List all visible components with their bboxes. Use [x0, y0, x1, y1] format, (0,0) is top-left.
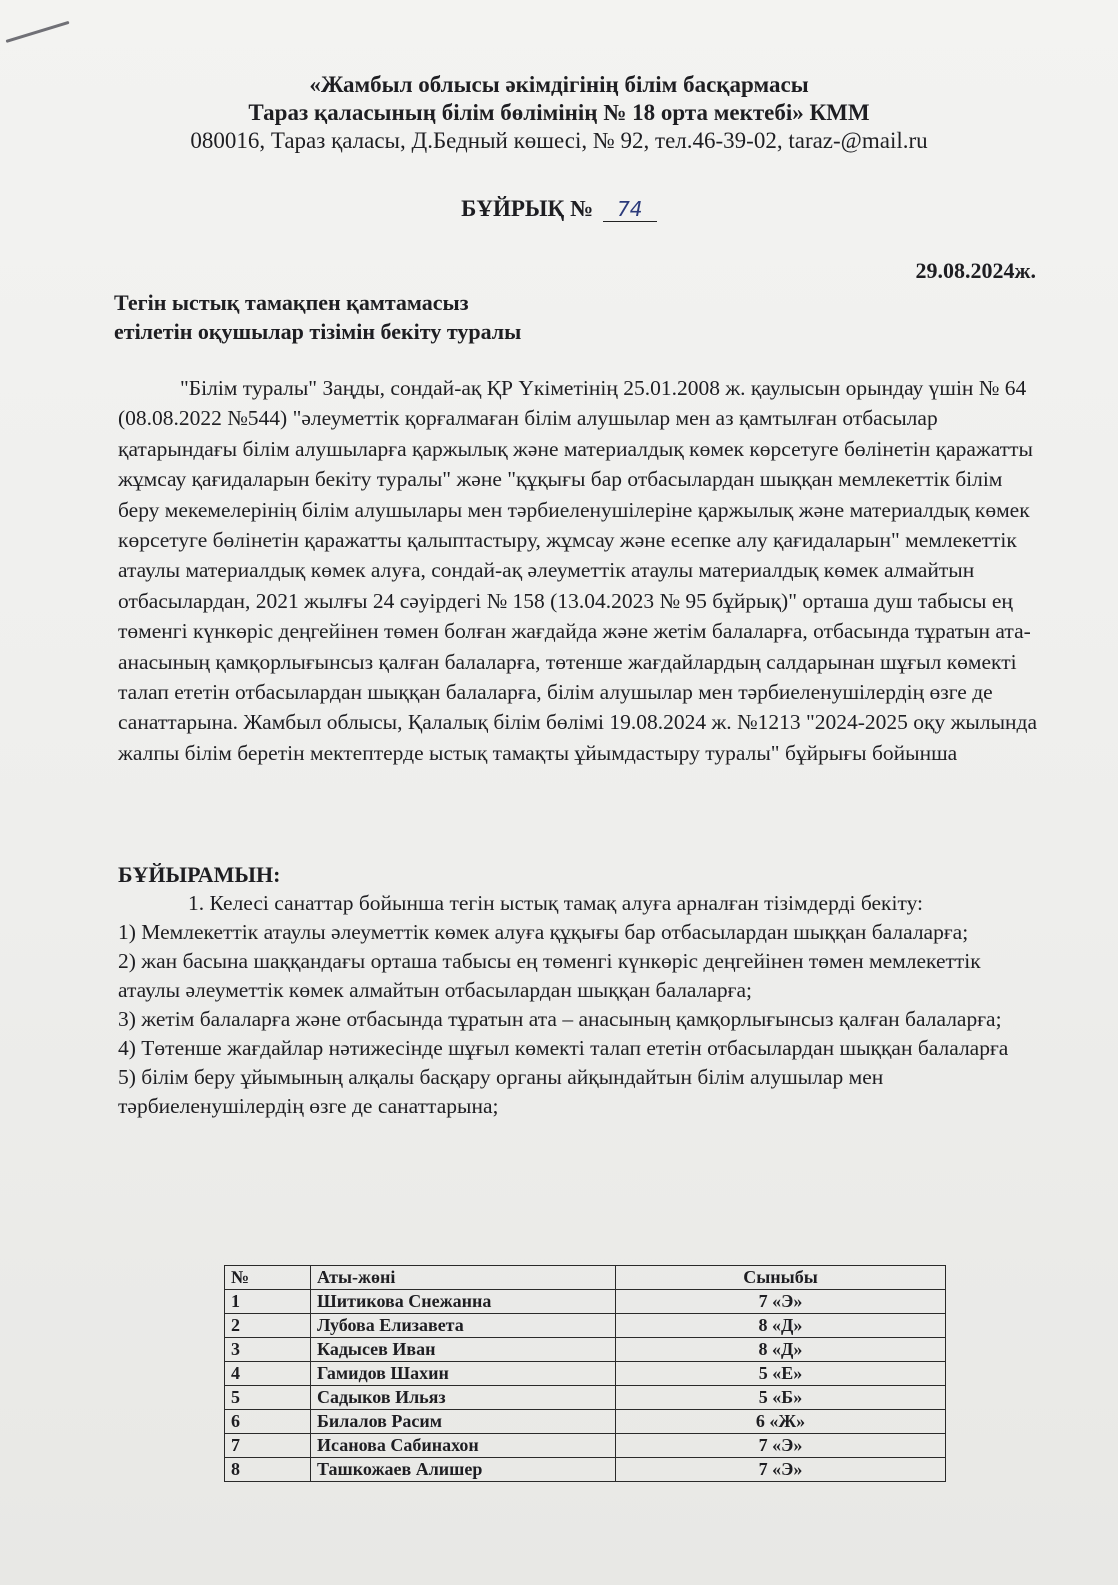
- students-table: [224, 1265, 946, 1482]
- category-item-5: 5) білім беру ұйымының алқалы басқару органы айқындайтын білім алушылар мен тәрбиеленушілердің өзге де санаттарына;: [118, 1065, 884, 1118]
- student-name: Садыков Ильяз: [311, 1386, 616, 1410]
- student-class: 8 «Д»: [616, 1314, 946, 1338]
- student-name: Кадысев Иван: [311, 1338, 616, 1362]
- order-title: [0, 196, 1118, 222]
- column-header-name: Аты-жөні: [311, 1266, 616, 1290]
- row-number: 1: [225, 1290, 311, 1314]
- category-item-3: 3) жетім балаларға және отбасында тұратын ата – анасының қамқорлығынсыз қалған балаларға;: [118, 1007, 1002, 1031]
- student-class: 7 «Э»: [616, 1290, 946, 1314]
- item-1: 1. Келесі санаттар бойынша тегін ыстық тамақ алуға арналған тізімдерді бекіту:: [188, 891, 924, 915]
- decree-heading: БҰЙЫРАМЫН:: [118, 862, 281, 887]
- student-name: Шитикова Снежанна: [311, 1290, 616, 1314]
- letterhead-line-1: «Жамбыл облысы әкімдігінің білім басқармасы: [309, 72, 809, 97]
- row-number: 6: [225, 1410, 311, 1434]
- student-class: 5 «Е»: [616, 1362, 946, 1386]
- order-number-handwritten: 74: [603, 197, 657, 222]
- table-row: [225, 1290, 946, 1314]
- row-number: 2: [225, 1314, 311, 1338]
- subject-line-1: Тегін ыстық тамақпен қамтамасыз: [114, 290, 469, 315]
- table-row: [225, 1362, 946, 1386]
- column-header-number: №: [225, 1266, 311, 1290]
- letterhead-address: 080016, Тараз қаласы, Д.Бедный көшесі, № 92, тел.46-39-02, taraz-@mail.ru: [190, 128, 928, 153]
- category-item-1: 1) Мемлекеттік атаулы әлеуметтік көмек алуға құқығы бар отбасылардан шыққан балаларға;: [118, 920, 969, 944]
- category-item-2: 2) жан басына шаққандағы орташа табысы ең төменгі күнкөріс деңгейінен төмен мемлекеттік атаулы әлеуметтік көмек алмайтын отбасылардан шыққан балаларға;: [118, 949, 981, 1002]
- student-class: 7 «Э»: [616, 1434, 946, 1458]
- table-row: [225, 1386, 946, 1410]
- student-name: Лубова Елизавета: [311, 1314, 616, 1338]
- letterhead-line-2: Тараз қаласының білім бөлімінің № 18 орта мектебі» КММ: [248, 100, 870, 125]
- row-number: 3: [225, 1338, 311, 1362]
- order-date: 29.08.2024ж.: [915, 258, 1036, 283]
- row-number: 5: [225, 1386, 311, 1410]
- student-class: 6 «Ж»: [616, 1410, 946, 1434]
- table-row: [225, 1314, 946, 1338]
- order-body: [118, 860, 1038, 1121]
- table-header-row: [225, 1266, 946, 1290]
- order-subject: [114, 288, 521, 346]
- table-row: [225, 1458, 946, 1482]
- student-class: 7 «Э»: [616, 1458, 946, 1482]
- subject-line-2: етілетін оқушылар тізімін бекіту туралы: [114, 319, 522, 344]
- pen-stroke-mark: [6, 21, 70, 43]
- letterhead: [0, 71, 1118, 155]
- student-name: Исанова Сабинахон: [311, 1434, 616, 1458]
- order-title-label: БҰЙРЫҚ №: [461, 196, 594, 221]
- table-row: [225, 1410, 946, 1434]
- row-number: 7: [225, 1434, 311, 1458]
- row-number: 8: [225, 1458, 311, 1482]
- row-number: 4: [225, 1362, 311, 1386]
- table-row: [225, 1338, 946, 1362]
- column-header-class: Сыныбы: [616, 1266, 946, 1290]
- student-name: Ташкожаев Алишер: [311, 1458, 616, 1482]
- preamble-paragraph: "Білім туралы" Заңды, сондай-ақ ҚР Үкіметінің 25.01.2008 ж. қаулысын орындау үшін № 64 (08.08.2022 №544) "әлеуметтік қорғалмаған білім алушылар мен аз қамтылған отбасылар қатарындағы білім алушыларға қаржылық және материалдық көмек көрсетуге бөлінетін қаражатты жұмсау қағидаларын бекіту туралы" және "құқығы бар отбасылардан шыққан мемлекеттік білім беру мекемелерінің білім алушылары мен тәрбиеленушілеріне қаржылық және материалдық көмек көрсетуге бөлінетін қаражатты қалыптастыру, жұмсау және есепке алу қағидаларын" мемлекеттік атаулы материалдық көмек алуға, сондай-ақ әлеуметтік атаулы материалдық көмек алмайтын отбасылардан, 2021 жылғы 24 сәуірдегі № 158 (13.04.2023 № 95 бұйрық)" орташа душ табысы ең төменгі күнкөріс деңгейінен төмен болған жағдайда және жетім балаларға, отбасында тұратын ата-анасының қамқорлығынсыз қалған балаларға, төтенше жағдайлардың салдарынан шұғыл көмекті талап ететін отбасылардан шыққан балаларға, білім алушылар мен тәрбиеленушілердің өзге де санаттарына. Жамбыл облысы, Қалалық білім бөлімі 19.08.2024 ж. №1213 "2024-2025 оқу жылында жалпы білім беретін мектептерде ыстық тамақты ұйымдастыру туралы" бұйрығы бойынша: [118, 376, 1038, 765]
- student-class: 8 «Д»: [616, 1338, 946, 1362]
- student-name: Билалов Расим: [311, 1410, 616, 1434]
- category-item-4: 4) Төтенше жағдайлар нәтижесінде шұғыл көмекті талап ететін отбасылардан шыққан балаларға: [118, 1036, 1009, 1060]
- table-row: [225, 1434, 946, 1458]
- student-class: 5 «Б»: [616, 1386, 946, 1410]
- student-name: Гамидов Шахин: [311, 1362, 616, 1386]
